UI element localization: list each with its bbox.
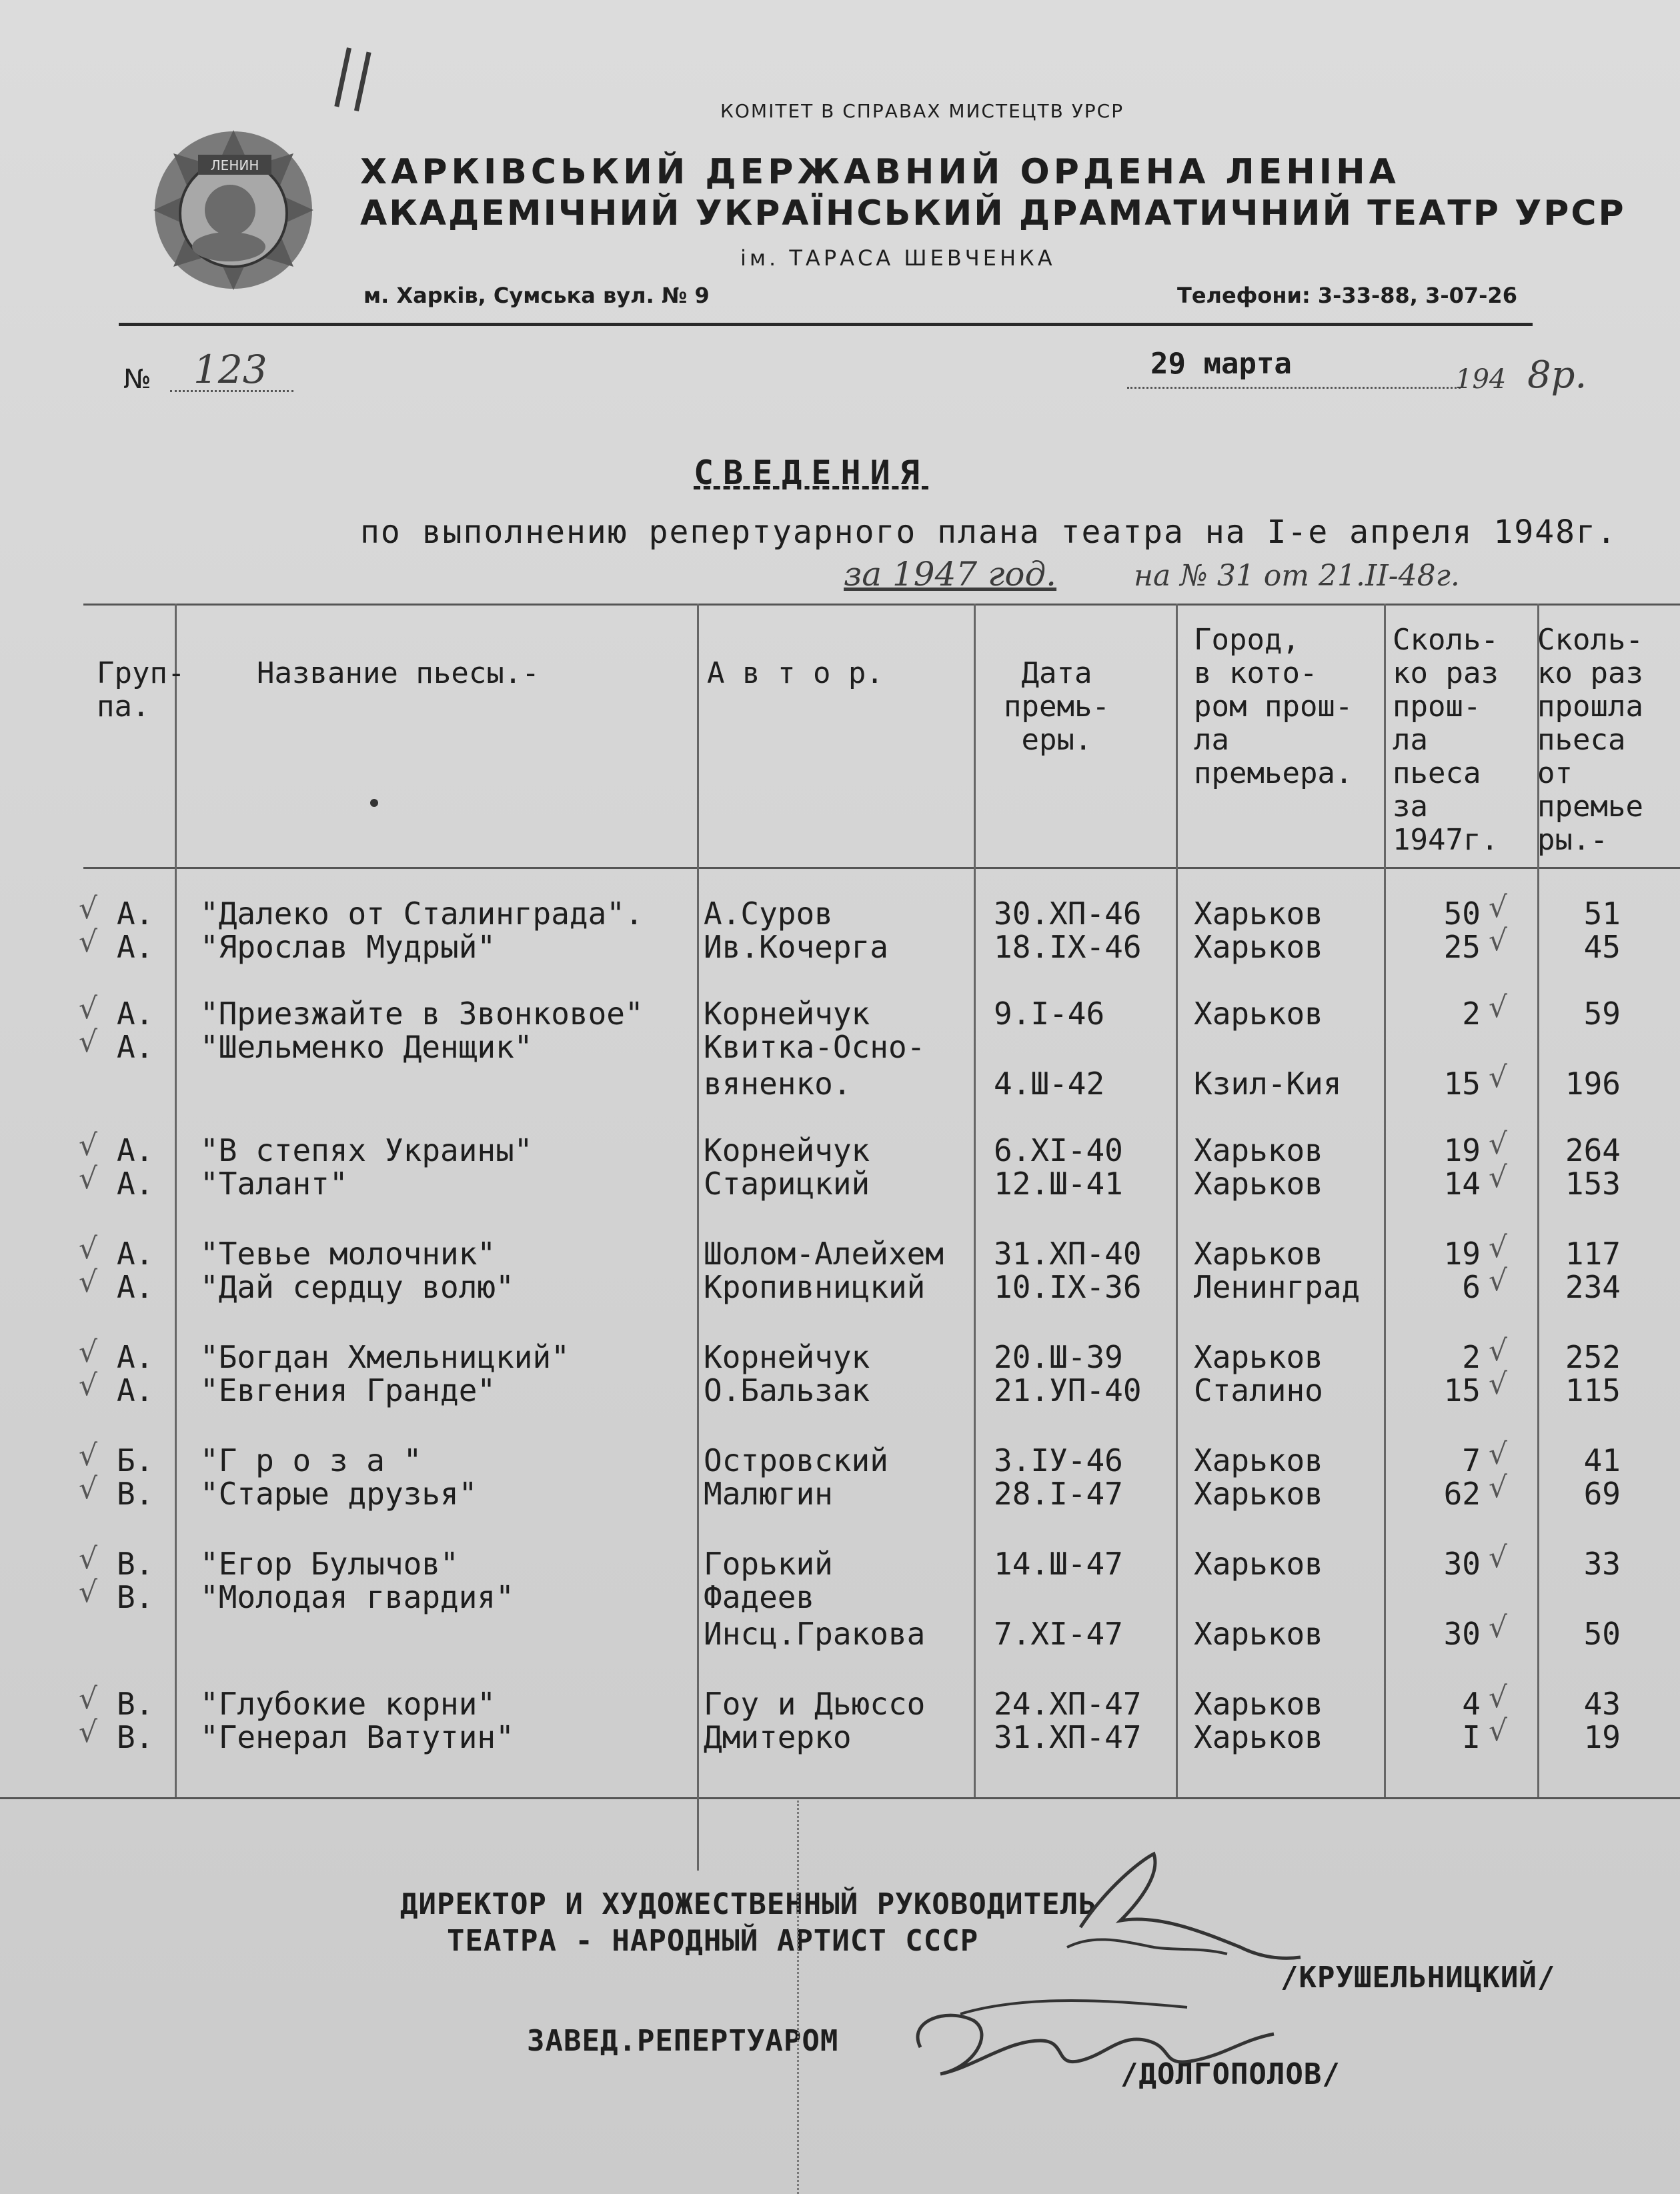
cell-author: Гоу и Дьюссо <box>704 1686 926 1722</box>
cell-author: Шолом-Алейхем <box>704 1236 944 1272</box>
table-col-divider <box>1384 604 1386 1797</box>
cell-count-total: 43 <box>1583 1686 1621 1722</box>
cell-count-total: 153 <box>1565 1166 1621 1202</box>
cell-date: 28.I-47 <box>994 1476 1123 1512</box>
cell-count-1947: 19 <box>1443 1132 1481 1168</box>
check-mark: √ <box>1489 1264 1508 1298</box>
check-mark: √ <box>79 1265 98 1299</box>
cell-play: "Шельменко Денщик" <box>200 1029 533 1065</box>
header-date: Дата премь- еры. <box>1004 656 1110 757</box>
cell-group: А. <box>117 929 154 965</box>
director-title-line2: ТЕАТРА - НАРОДНЫЙ АРТИСТ СССР <box>447 1924 979 1958</box>
cell-play: "Богдан Хмельницкий" <box>200 1339 570 1375</box>
table-bottom-rule <box>0 1797 1680 1799</box>
order-of-lenin-emblem <box>150 127 317 293</box>
named-after: ім. ТАРАСА ШЕВЧЕНКА <box>740 245 1056 271</box>
cell-author: вяненко. <box>704 1066 852 1102</box>
emblem-text: ЛЕНИН <box>210 157 259 173</box>
repertoire-head-title: ЗАВЕД.РЕПЕРТУАРОМ <box>527 2024 839 2058</box>
theatre-name-line1: ХАРКІВСЬКИЙ ДЕРЖАВНИЙ ОРДЕНА ЛЕНІНА <box>360 152 1400 192</box>
cell-city: Сталино <box>1194 1372 1323 1408</box>
cell-date: 24.ХП-47 <box>994 1686 1142 1722</box>
cell-author: Корнейчук <box>704 996 870 1032</box>
check-mark: √ <box>79 1542 98 1576</box>
check-mark: √ <box>1489 1334 1508 1368</box>
cell-author: Кропивницкий <box>704 1269 926 1305</box>
check-mark: √ <box>1489 1437 1508 1471</box>
cell-group: А. <box>117 1029 154 1065</box>
check-mark: √ <box>1489 1230 1508 1264</box>
cell-count-1947: 62 <box>1443 1476 1481 1512</box>
cell-author: Ив.Кочерга <box>704 929 888 965</box>
cell-count-1947: 30 <box>1443 1616 1481 1652</box>
header-group: Груп- па. <box>97 656 185 724</box>
check-mark: √ <box>79 1715 98 1749</box>
cell-count-total: 19 <box>1583 1719 1621 1755</box>
cell-city: Харьков <box>1194 1236 1323 1272</box>
cell-date: 10.IX-36 <box>994 1269 1142 1305</box>
table-col-divider <box>175 604 177 1797</box>
cell-count-total: 45 <box>1583 929 1621 965</box>
cell-group: А. <box>117 1372 154 1408</box>
cell-author: Малюгин <box>704 1476 833 1512</box>
table-header-rule <box>83 867 1680 869</box>
check-mark: √ <box>79 1575 98 1609</box>
check-mark: √ <box>79 1128 98 1162</box>
cell-play: "Талант" <box>200 1166 348 1202</box>
cell-count-total: 59 <box>1583 996 1621 1032</box>
cell-group: А. <box>117 1339 154 1375</box>
repertoire-signature <box>894 1994 1294 2101</box>
cell-play: "Г р о з а " <box>200 1442 422 1478</box>
cell-author: Старицкий <box>704 1166 870 1202</box>
cell-author: А.Суров <box>704 896 833 932</box>
cell-count-1947: 7 <box>1462 1442 1481 1478</box>
theatre-name-line2: АКАДЕМІЧНИЙ УКРАЇНСЬКИЙ ДРАМАТИЧНИЙ ТЕАТР УРСР <box>360 193 1626 233</box>
cell-group: Б. <box>117 1442 154 1478</box>
cell-count-1947: 50 <box>1443 896 1481 932</box>
cell-group: В. <box>117 1476 154 1512</box>
address: м. Харків, Сумська вул. № 9 <box>363 283 710 308</box>
check-mark: √ <box>79 1162 98 1196</box>
cell-count-total: 264 <box>1565 1132 1621 1168</box>
cell-date: 6.XI-40 <box>994 1132 1123 1168</box>
table-top-rule <box>83 604 1680 606</box>
ink-dot <box>370 799 378 807</box>
cell-count-1947: 14 <box>1443 1166 1481 1202</box>
cell-play: "Ярослав Мудрый" <box>200 929 496 965</box>
cell-group: В. <box>117 1719 154 1755</box>
cell-count-total: 117 <box>1565 1236 1621 1272</box>
cell-group: А. <box>117 1269 154 1305</box>
check-mark: √ <box>1489 1367 1508 1401</box>
header-count-1947: Сколь- ко раз прош- ла пьеса за 1947г. <box>1393 623 1499 857</box>
cell-play: "Дай сердцу волю" <box>200 1269 514 1305</box>
cell-count-1947: 6 <box>1462 1269 1481 1305</box>
director-signature <box>1040 1847 1307 2001</box>
check-mark: √ <box>79 1472 98 1506</box>
table-col-divider <box>974 604 976 1797</box>
cell-city: Харьков <box>1194 1719 1323 1755</box>
cell-count-1947: 30 <box>1443 1546 1481 1582</box>
cell-play: "Евгения Гранде" <box>200 1372 496 1408</box>
cell-city: Харьков <box>1194 929 1323 965</box>
cell-play: "В степях Украины" <box>200 1132 533 1168</box>
cell-count-total: 33 <box>1583 1546 1621 1582</box>
cell-group: А. <box>117 896 154 932</box>
cell-date: 20.Ш-39 <box>994 1339 1123 1375</box>
letterhead-rule <box>119 323 1533 326</box>
cell-group: А. <box>117 996 154 1032</box>
cell-count-total: 51 <box>1583 896 1621 932</box>
document-number: 123 <box>193 347 267 392</box>
date-line <box>1127 387 1461 389</box>
check-mark: √ <box>79 1335 98 1369</box>
cell-count-1947: 19 <box>1443 1236 1481 1272</box>
cell-play: "Далеко от Сталинграда". <box>200 896 644 932</box>
cell-play: "Тевье молочник" <box>200 1236 496 1272</box>
cell-count-1947: 15 <box>1443 1066 1481 1102</box>
cell-date: 7.XI-47 <box>994 1616 1123 1652</box>
cell-author: Корнейчук <box>704 1339 870 1375</box>
cell-play: "Генерал Ватутин" <box>200 1719 514 1755</box>
check-mark: √ <box>79 1025 98 1059</box>
director-name: /КРУШЕЛЬНИЦКИЙ/ <box>1281 1961 1556 1995</box>
check-mark: √ <box>79 925 98 959</box>
cell-group: А. <box>117 1166 154 1202</box>
check-mark: √ <box>1489 1714 1508 1748</box>
cell-city: Харьков <box>1194 1339 1323 1375</box>
cell-date: 9.I-46 <box>994 996 1105 1032</box>
check-mark: √ <box>1489 990 1508 1024</box>
check-mark: √ <box>79 1232 98 1266</box>
document-title: СВЕДЕНИЯ <box>694 453 929 492</box>
check-mark: √ <box>79 992 98 1026</box>
header-play: Название пьесы.- <box>257 656 540 690</box>
check-mark: √ <box>79 1682 98 1716</box>
cell-play: "Егор Булычов" <box>200 1546 459 1582</box>
cell-play: "Старые друзья" <box>200 1476 478 1512</box>
cell-city: Харьков <box>1194 1476 1323 1512</box>
cell-city: Харьков <box>1194 896 1323 932</box>
check-mark: √ <box>79 1438 98 1472</box>
document-subtitle: по выполнению репертуарного плана театра на I-е апреля 1948г. <box>360 513 1617 551</box>
check-mark: √ <box>1489 924 1508 958</box>
cell-date: 14.Ш-47 <box>994 1546 1123 1582</box>
cell-date: 18.IX-46 <box>994 929 1142 965</box>
check-mark: √ <box>79 1368 98 1402</box>
punch-line <box>797 1801 800 2194</box>
check-mark: √ <box>1489 890 1508 924</box>
cell-author: Островский <box>704 1442 888 1478</box>
cell-count-total: 69 <box>1583 1476 1621 1512</box>
cell-author: Фадеев <box>704 1579 815 1615</box>
cell-count-1947: 2 <box>1462 996 1481 1032</box>
cell-date: 3.IУ-46 <box>994 1442 1123 1478</box>
cell-date: 31.ХП-40 <box>994 1236 1142 1272</box>
cell-city: Харьков <box>1194 1132 1323 1168</box>
number-line <box>170 390 293 392</box>
committee-line: КОМІТЕТ В СПРАВАХ МИСТЕЦТВ УРСР <box>720 100 1124 122</box>
cell-author: О.Бальзак <box>704 1372 870 1408</box>
cell-play: "Молодая гвардия" <box>200 1579 514 1615</box>
cell-count-1947: 4 <box>1462 1686 1481 1722</box>
cell-author: Квитка-Осно- <box>704 1029 926 1065</box>
document-date: 29 марта <box>1150 347 1292 381</box>
repertoire-head-name: /ДОЛГОПОЛОВ/ <box>1120 2057 1341 2091</box>
cell-city: Кзил-Кия <box>1194 1066 1342 1102</box>
check-mark: √ <box>1489 1540 1508 1574</box>
cell-city: Харьков <box>1194 1546 1323 1582</box>
check-mark: √ <box>1489 1160 1508 1194</box>
cell-date: 4.Ш-42 <box>994 1066 1105 1102</box>
cell-city: Харьков <box>1194 996 1323 1032</box>
header-count-total: Сколь- ко раз прошла пьеса от премье ры.- <box>1537 623 1643 857</box>
check-mark: √ <box>1489 1610 1508 1644</box>
handwritten-reference: на № 31 от 21.II-48г. <box>1134 559 1460 593</box>
cell-city: Харьков <box>1194 1616 1323 1652</box>
cell-author: Корнейчук <box>704 1132 870 1168</box>
cell-count-total: 252 <box>1565 1339 1621 1375</box>
year-suffix: 8р. <box>1527 353 1587 397</box>
corner-mark: || <box>326 36 381 114</box>
cell-author: Дмитерко <box>704 1719 852 1755</box>
cell-date: 31.ХП-47 <box>994 1719 1142 1755</box>
cell-count-1947: 15 <box>1443 1372 1481 1408</box>
cell-play: "Глубокие корни" <box>200 1686 496 1722</box>
check-mark: √ <box>1489 1127 1508 1161</box>
cell-count-1947: 25 <box>1443 929 1481 965</box>
cell-count-1947: I <box>1462 1719 1481 1755</box>
cell-count-total: 41 <box>1583 1442 1621 1478</box>
cell-date: 12.Ш-41 <box>994 1166 1123 1202</box>
cell-city: Ленинград <box>1194 1269 1361 1305</box>
cell-count-total: 115 <box>1565 1372 1621 1408</box>
check-mark: √ <box>1489 1060 1508 1094</box>
cell-date: 21.УП-40 <box>994 1372 1142 1408</box>
cell-city: Харьков <box>1194 1442 1323 1478</box>
check-mark: √ <box>1489 1470 1508 1504</box>
cell-count-total: 50 <box>1583 1616 1621 1652</box>
handwritten-period: за 1947 год. <box>844 555 1057 594</box>
cell-play: "Приезжайте в Звонковое" <box>200 996 644 1032</box>
cell-group: В. <box>117 1546 154 1582</box>
cell-author: Горький <box>704 1546 833 1582</box>
year-prefix: 194 <box>1455 364 1507 395</box>
cell-group: В. <box>117 1579 154 1615</box>
phones: Телефони: 3-33-88, 3-07-26 <box>1177 283 1517 308</box>
header-city: Город, в кото- ром прош- ла премьера. <box>1194 623 1353 790</box>
cell-group: В. <box>117 1686 154 1722</box>
header-author: А в т о р. <box>707 656 884 690</box>
cell-group: А. <box>117 1132 154 1168</box>
cell-author: Инсц.Гракова <box>704 1616 926 1652</box>
cell-group: А. <box>117 1236 154 1272</box>
cell-count-1947: 2 <box>1462 1339 1481 1375</box>
table-col-divider <box>697 604 699 1871</box>
check-mark: √ <box>1489 1681 1508 1715</box>
cell-count-total: 234 <box>1565 1269 1621 1305</box>
check-mark: √ <box>79 892 98 926</box>
number-prefix: № <box>123 364 151 395</box>
table-col-divider <box>1176 604 1178 1797</box>
cell-date: 30.ХП-46 <box>994 896 1142 932</box>
cell-count-total: 196 <box>1565 1066 1621 1102</box>
cell-city: Харьков <box>1194 1166 1323 1202</box>
director-title-line1: ДИРЕКТОР И ХУДОЖЕСТВЕННЫЙ РУКОВОДИТЕЛЬ <box>400 1887 1097 1921</box>
cell-city: Харьков <box>1194 1686 1323 1722</box>
